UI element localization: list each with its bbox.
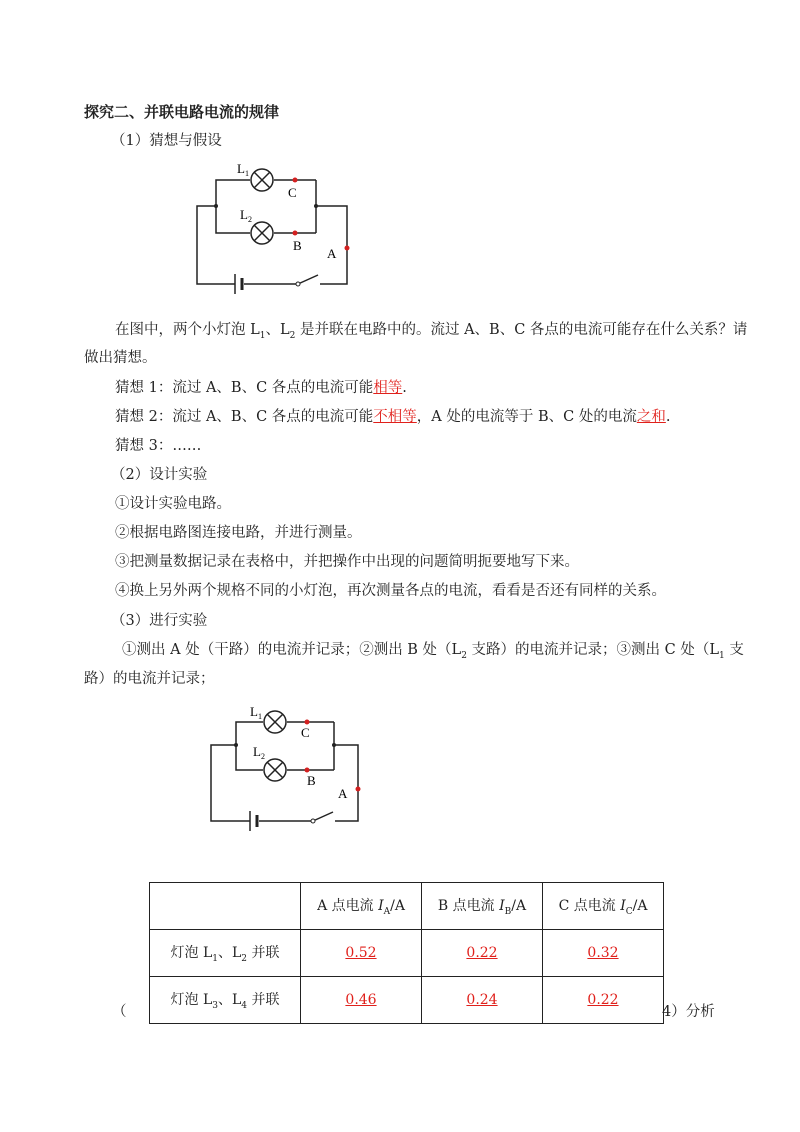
lamp-l1-icon (251, 169, 273, 191)
section-3-title: （3）进行实验 (111, 613, 208, 629)
section-1-title: （1）猜想与假设 (111, 133, 222, 149)
label-a: A (327, 246, 337, 261)
point-a-dot (345, 246, 350, 251)
guess-1-answer: 相等 (373, 380, 403, 396)
label-a: A (338, 786, 348, 801)
guess-1: 猜想 1：流过 A、B、C 各点的电流可能相等. (115, 380, 407, 396)
point-c-dot (293, 178, 298, 183)
row-label: 灯泡 $L_1$、$L_2$ 并联 (150, 930, 301, 977)
table-row (150, 930, 664, 977)
label-c: C (288, 185, 297, 200)
table-header: B 点电流 $I_B/A$ (422, 883, 543, 930)
value-cell: 0.46 (301, 977, 422, 1024)
table-header-row (150, 883, 664, 930)
label-b: B (307, 773, 316, 788)
point-b-dot (305, 768, 310, 773)
step-4: ④换上另外两个规格不同的小灯泡，再次测量各点的电流，看看是否还有同样的关系。 (115, 583, 666, 599)
page-heading: 探究二、并联电路电流的规律 (84, 103, 280, 121)
intro-line-1: 在图中，两个小灯泡 $L_1$、$L_2$ 是并联在电路中的。流过 A、B、C 各点的电流可能存在什么关系？请 (115, 322, 748, 341)
circuit-diagram-2 (195, 696, 395, 836)
circuit-diagram-1 (180, 158, 380, 298)
row-label: 灯泡 $L_3$、$L_4$ 并联 (150, 977, 301, 1024)
guess-2-answer-2: 之和 (636, 409, 666, 425)
point-b-dot (293, 231, 298, 236)
label-l1: $L_1$ (237, 161, 249, 178)
table-corner-cell (150, 883, 301, 930)
label-c: C (301, 725, 310, 740)
guess-3: 猜想 3：…… (115, 438, 202, 454)
lamp-l2-icon (264, 759, 286, 781)
lamp-l1-icon (264, 711, 286, 733)
value-cell: 0.24 (422, 977, 543, 1024)
label-l2: $L_2$ (240, 207, 252, 224)
guess-2-answer-1: 不相等 (373, 409, 417, 425)
experiment-line-1: ①测出 A 处（干路）的电流并记录；②测出 B 处（$L_2$ 支路）的电流并记录；③测出 C 处（$L_1$ 支 (122, 642, 744, 661)
value-cell: 0.52 (301, 930, 422, 977)
point-a-dot (356, 787, 361, 792)
intro-line-2: 做出猜想。 (84, 350, 157, 366)
label-l2: $L_2$ (253, 744, 265, 761)
step-3: ③把测量数据记录在表格中，并把操作中出现的问题简明扼要地写下来。 (115, 554, 579, 570)
section-2-title: （2）设计实验 (111, 467, 208, 483)
step-2: ②根据电路图连接电路，并进行测量。 (115, 525, 362, 541)
table-header: A 点电流 $I_A/A$ (301, 883, 422, 930)
table-row (150, 977, 664, 1024)
table-header: C 点电流 $I_C/A$ (543, 883, 664, 930)
footer-left-fragment: （ (112, 1004, 127, 1020)
step-1: ①设计实验电路。 (115, 496, 231, 512)
value-cell: 0.22 (543, 977, 664, 1024)
experiment-line-2: 路）的电流并记录； (84, 671, 215, 687)
label-l1: $L_1$ (250, 704, 262, 721)
footer-right-fragment: 4）分析 (662, 1004, 715, 1020)
lamp-l2-icon (251, 222, 273, 244)
point-c-dot (305, 720, 310, 725)
value-cell: 0.32 (543, 930, 664, 977)
value-cell: 0.22 (422, 930, 543, 977)
guess-2: 猜想 2：流过 A、B、C 各点的电流可能不相等，A 处的电流等于 B、C 处的电流之和. (115, 409, 671, 425)
current-data-table (149, 882, 664, 1024)
label-b: B (293, 238, 302, 253)
